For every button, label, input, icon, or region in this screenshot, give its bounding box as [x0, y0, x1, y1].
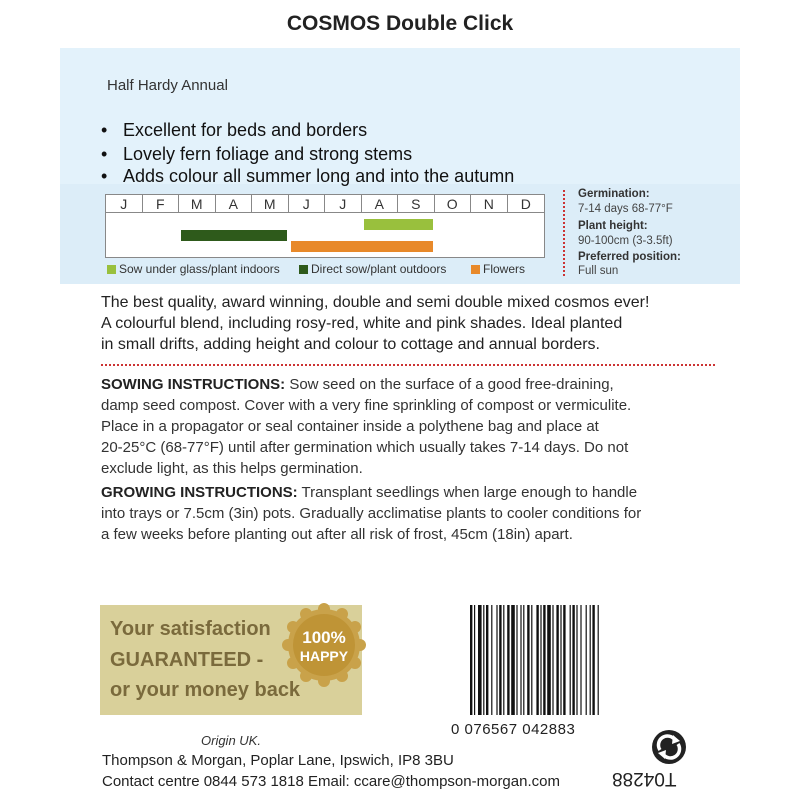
seal-text-bottom: HAPPY [299, 648, 349, 664]
month-label: D [508, 195, 545, 213]
legend-swatch [471, 265, 480, 274]
divider [563, 190, 565, 276]
barcode-number: 0 076567 042883 [451, 721, 576, 738]
legend-swatch [299, 265, 308, 274]
feature-bullet: • Lovely fern foliage and strong stems [101, 144, 413, 164]
description [101, 292, 701, 355]
product-code: T04288 [612, 768, 677, 789]
direct-sow-bar [181, 230, 287, 241]
month-label: M [252, 195, 289, 213]
height-label: Plant height: [578, 220, 648, 232]
divider [101, 364, 715, 366]
legend-sow-glass: Sow under glass/plant indoors [107, 262, 280, 276]
month-label: S [398, 195, 435, 213]
month-label: F [143, 195, 180, 213]
month-label: O [435, 195, 472, 213]
flowers-bar [291, 241, 433, 252]
description-line: in small drifts, adding height and colour to cottage and annual borders. [101, 336, 600, 353]
sowing-calendar [105, 194, 545, 258]
feature-bullet: • Excellent for beds and borders [101, 120, 368, 140]
legend-swatch [107, 265, 116, 274]
description-line: A colourful blend, including rosy-red, white and pink shades. Ideal planted [101, 315, 623, 332]
month-label: N [471, 195, 508, 213]
plant-type: Half Hardy Annual [107, 77, 228, 94]
month-label: J [325, 195, 362, 213]
company-address: Thompson & Morgan, Poplar Lane, Ipswich, IP8 3BU [102, 752, 454, 769]
happy-seal-icon [282, 603, 366, 687]
recycle-icon [651, 729, 687, 765]
month-label: M [179, 195, 216, 213]
legend-direct-sow: Direct sow/plant outdoors [299, 262, 446, 276]
month-label: J [106, 195, 143, 213]
germination-label: Germination: [578, 188, 650, 200]
month-label: A [362, 195, 399, 213]
seal-text-top: 100% [302, 628, 346, 647]
guarantee-line: Your satisfaction [110, 618, 271, 640]
barcode-icon [470, 605, 630, 715]
germination-value: 7-14 days 68-77°F [578, 203, 673, 215]
position-value: Full sun [578, 265, 619, 277]
product-title: COSMOS Double Click [286, 12, 514, 35]
sowing-heading: SOWING INSTRUCTIONS: [101, 376, 286, 393]
sowing-instructions: SOWING INSTRUCTIONS: Sow seed on the surface of a good free-draining, damp seed compost. Cover with a very fine sprinkling of compost or vermiculite. Place in a propagator or seal container inside a polythene bag and place at 20-25°C (68-77°F) until after germination which usually takes 7-14 days. Do not exclude light, as this helps germination. [101, 376, 632, 477]
guarantee-line: or your money back [110, 679, 301, 701]
feature-bullet: • Adds colour all summer long and into the autumn [101, 166, 515, 186]
position-label: Preferred position: [578, 251, 681, 263]
growing-heading: GROWING INSTRUCTIONS: [101, 484, 298, 501]
origin: Origin UK. [201, 733, 261, 748]
month-label: A [216, 195, 253, 213]
month-label: J [289, 195, 326, 213]
growing-instructions: GROWING INSTRUCTIONS: Transplant seedlings when large enough to handle into trays or 7.5cm (3in) pots. Gradually acclimatise plants to cooler conditions for a few weeks before planting out after all risk of frost, 45cm (18in) apart. [101, 484, 642, 543]
contact-details: Contact centre 0844 573 1818 Email: ccare@thompson-morgan.com [102, 773, 560, 790]
legend-flowers: Flowers [471, 262, 525, 276]
description-line: The best quality, award winning, double and semi double mixed cosmos ever! [101, 294, 650, 311]
guarantee-line: GUARANTEED - [110, 649, 264, 671]
height-value: 90-100cm (3-3.5ft) [578, 235, 673, 247]
sow-under-glass-bar [364, 219, 433, 230]
